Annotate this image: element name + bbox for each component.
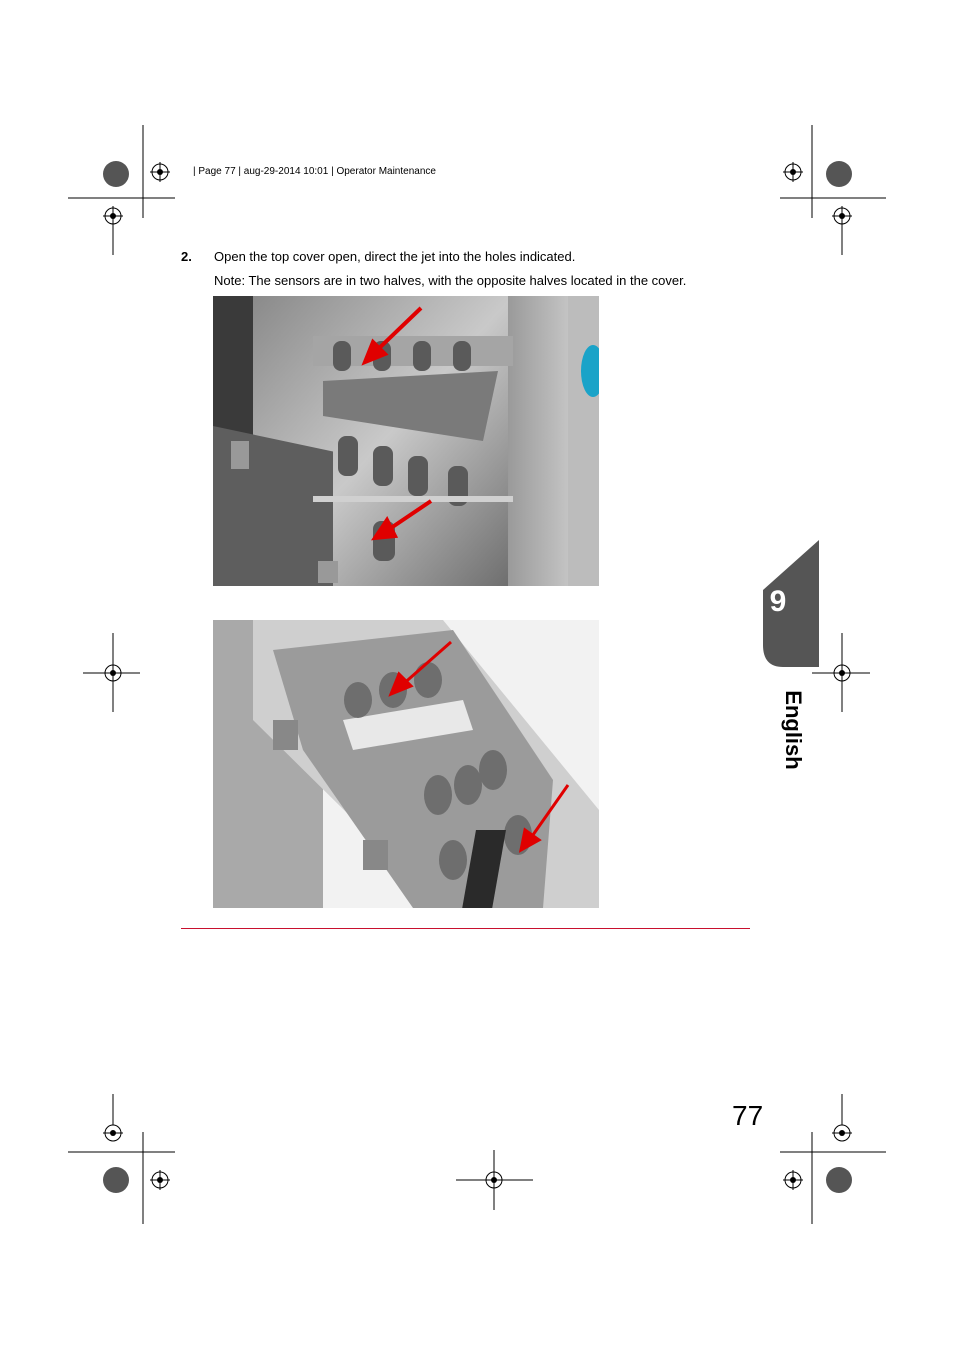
chapter-number: 9 [769, 585, 787, 618]
language-label: English [781, 690, 806, 770]
step-instruction: Open the top cover open, direct the jet into the holes indicated. [214, 249, 576, 264]
print-meta-line: | Page 77 | aug-29-2014 10:01 | Operator Maintenance [193, 166, 436, 177]
section-divider [181, 928, 750, 929]
step-number: 2. [181, 249, 192, 264]
step-note: Note: The sensors are in two halves, with the opposite halves located in the cover. [214, 273, 687, 288]
sensor-photo-top [213, 296, 599, 586]
sensor-photo-cover [213, 620, 599, 908]
page-number: 77 [732, 1100, 764, 1131]
